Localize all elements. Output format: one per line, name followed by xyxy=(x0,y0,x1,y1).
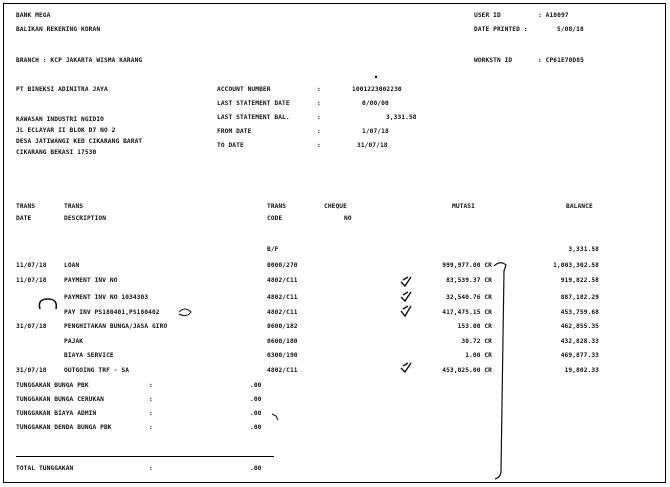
row-mutasi: 32,540.76 CR xyxy=(446,294,492,301)
colon: : xyxy=(149,382,153,389)
bank-name: BANK MEGA xyxy=(16,12,51,19)
last-statement-date-value: 0/00/00 xyxy=(362,100,389,107)
statement-title: BALIKAN REKENING KORAN xyxy=(16,26,101,33)
colon: : xyxy=(149,410,153,417)
arrears-value: .00 xyxy=(250,396,262,403)
row-description: PAJAK xyxy=(64,338,84,345)
user-id-label: USER ID xyxy=(474,12,501,19)
col-header-balance: BALANCE xyxy=(566,203,593,210)
row-code: 4802/C11 xyxy=(267,367,298,374)
last-statement-date-label: LAST STATEMENT DATE xyxy=(217,100,290,107)
row-description: PAYMENT INV NO xyxy=(64,277,118,284)
row-code: 0600/180 xyxy=(267,338,298,345)
scribble-mark xyxy=(272,414,278,420)
arrears-label: TUNGGAKAN BUNGA PBK xyxy=(16,382,89,389)
row-description: OUTGOING TRF - SA xyxy=(64,367,130,374)
row-date: 31/07/18 xyxy=(16,323,47,330)
check-mark-icon xyxy=(401,363,411,372)
total-value: .00 xyxy=(250,465,262,472)
col-header-desc-1: TRANS xyxy=(64,203,84,210)
row-description: LOAN xyxy=(64,262,80,269)
workstn-value: : CP61E70D85 xyxy=(538,57,584,64)
customer-address-4: CIKARANG BEKASI 17530 xyxy=(16,149,97,156)
scribble-mark xyxy=(179,309,191,316)
customer-address-2: JL ECLAYAR II BLOK D7 NO 2 xyxy=(16,127,116,134)
row-description: PAYMENT INV NO 1034303 xyxy=(64,294,149,301)
col-header-cheque-2: NO xyxy=(344,215,352,222)
row-mutasi: 153.00 CR xyxy=(457,323,492,330)
colon: : xyxy=(149,465,153,472)
row-code: 4802/C11 xyxy=(267,309,298,316)
row-balance: 469,877.33 xyxy=(560,352,599,359)
date-printed-label: DATE PRINTED : xyxy=(474,26,528,33)
row-code: 0000/270 xyxy=(267,262,298,269)
row-date: 11/07/18 xyxy=(16,277,47,284)
row-mutasi: 83,539.37 CR xyxy=(446,277,492,284)
to-date-label: TO DATE xyxy=(217,142,244,149)
handwritten-annotations xyxy=(4,4,667,484)
col-header-code-2: CODE xyxy=(267,215,283,222)
row-code: 0300/190 xyxy=(267,352,298,359)
branch-line: BRANCH : KCP JAKARTA WISMA KARANG xyxy=(16,57,143,64)
account-number-value: 1001223002230 xyxy=(352,86,402,93)
row-mutasi: 30.72 CR xyxy=(461,338,492,345)
colon: : xyxy=(317,86,321,93)
row-mutasi: 1.00 CR xyxy=(465,352,492,359)
row-mutasi: 453,025.00 CR xyxy=(442,367,492,374)
arrears-label: TUNGGAKAN DENDA BUNGA PBK xyxy=(16,424,112,431)
arrears-value: .00 xyxy=(250,410,262,417)
customer-address-1: KAWASAN INDUSTRI NGIDIO xyxy=(16,116,104,123)
colon: : xyxy=(317,100,321,107)
colon: : xyxy=(149,424,153,431)
col-header-desc-2: DESCRIPTION xyxy=(64,215,107,222)
circle-scribble xyxy=(39,299,56,309)
row-description: PAY INV PS180401,PS180402 xyxy=(64,309,160,316)
check-mark-icon xyxy=(401,306,411,316)
row-code: 4802/C11 xyxy=(267,277,298,284)
row-date: 31/07/18 xyxy=(16,367,47,374)
col-header-date-2: DATE xyxy=(16,215,32,222)
colon: : xyxy=(317,114,321,121)
row-balance: 19,802.33 xyxy=(564,367,599,374)
row-balance: 887,182.29 xyxy=(560,294,599,301)
row-mutasi: 999,977.00 CR xyxy=(442,262,492,269)
last-statement-balance-value: 3,331.58 xyxy=(386,114,417,121)
account-number-label: ACCOUNT NUMBER xyxy=(217,86,271,93)
date-printed-value: 5/08/18 xyxy=(557,26,584,33)
col-header-mutasi: MUTASI xyxy=(452,203,475,210)
row-date: 11/07/18 xyxy=(16,262,47,269)
col-header-code-1: TRANS xyxy=(267,203,287,210)
row-balance: 462,855.35 xyxy=(560,323,599,330)
arrears-value: .00 xyxy=(250,424,262,431)
customer-address-3: DESA JATIWANGI KED CIKARANG BARAT xyxy=(16,138,143,145)
colon: : xyxy=(149,396,153,403)
from-date-label: FROM DATE xyxy=(217,128,252,135)
row-code: B/F xyxy=(267,246,279,253)
from-date-value: 1/07/18 xyxy=(362,128,389,135)
to-date-value: 31/07/18 xyxy=(357,142,388,149)
col-header-cheque-1: CHEQUE xyxy=(324,203,347,210)
arrears-label: TUNGGAKAN BUNGA CERUKAN xyxy=(16,396,104,403)
colon: : xyxy=(317,142,321,149)
colon: : xyxy=(317,128,321,135)
col-header-date-1: TRANS xyxy=(16,203,36,210)
row-balance: 919,822.58 xyxy=(560,277,599,284)
last-statement-balance-label: LAST STATEMENT BAL. xyxy=(217,114,290,121)
row-code: 0600/182 xyxy=(267,323,298,330)
row-balance: 432,828.33 xyxy=(560,338,599,345)
customer-name: PT BINEKSI ADINITRA JAYA xyxy=(16,86,108,93)
check-mark-icon xyxy=(401,277,411,286)
row-code: 4802/C11 xyxy=(267,294,298,301)
bank-statement-page xyxy=(3,3,666,483)
user-id-value: : A18097 xyxy=(538,12,569,19)
bracket-line xyxy=(494,263,506,479)
row-balance: 1,003,302.58 xyxy=(553,262,599,269)
row-balance: 3,331.58 xyxy=(568,246,599,253)
check-mark-icon xyxy=(401,292,411,301)
row-mutasi: 417,475.15 CR xyxy=(442,309,492,316)
arrears-value: .00 xyxy=(250,382,262,389)
row-description: BIAYA SERVICE xyxy=(64,352,114,359)
workstn-label: WORKSTN ID xyxy=(474,57,513,64)
row-balance: 453,759.68 xyxy=(560,309,599,316)
total-label: TOTAL TUNGGAKAN xyxy=(16,465,74,472)
dot-mark xyxy=(375,76,377,78)
row-description: PENGHITAKAN BUNGA/JASA GIRO xyxy=(64,323,168,330)
arrears-label: TUNGGAKAN BIAYA ADMIN xyxy=(16,410,97,417)
